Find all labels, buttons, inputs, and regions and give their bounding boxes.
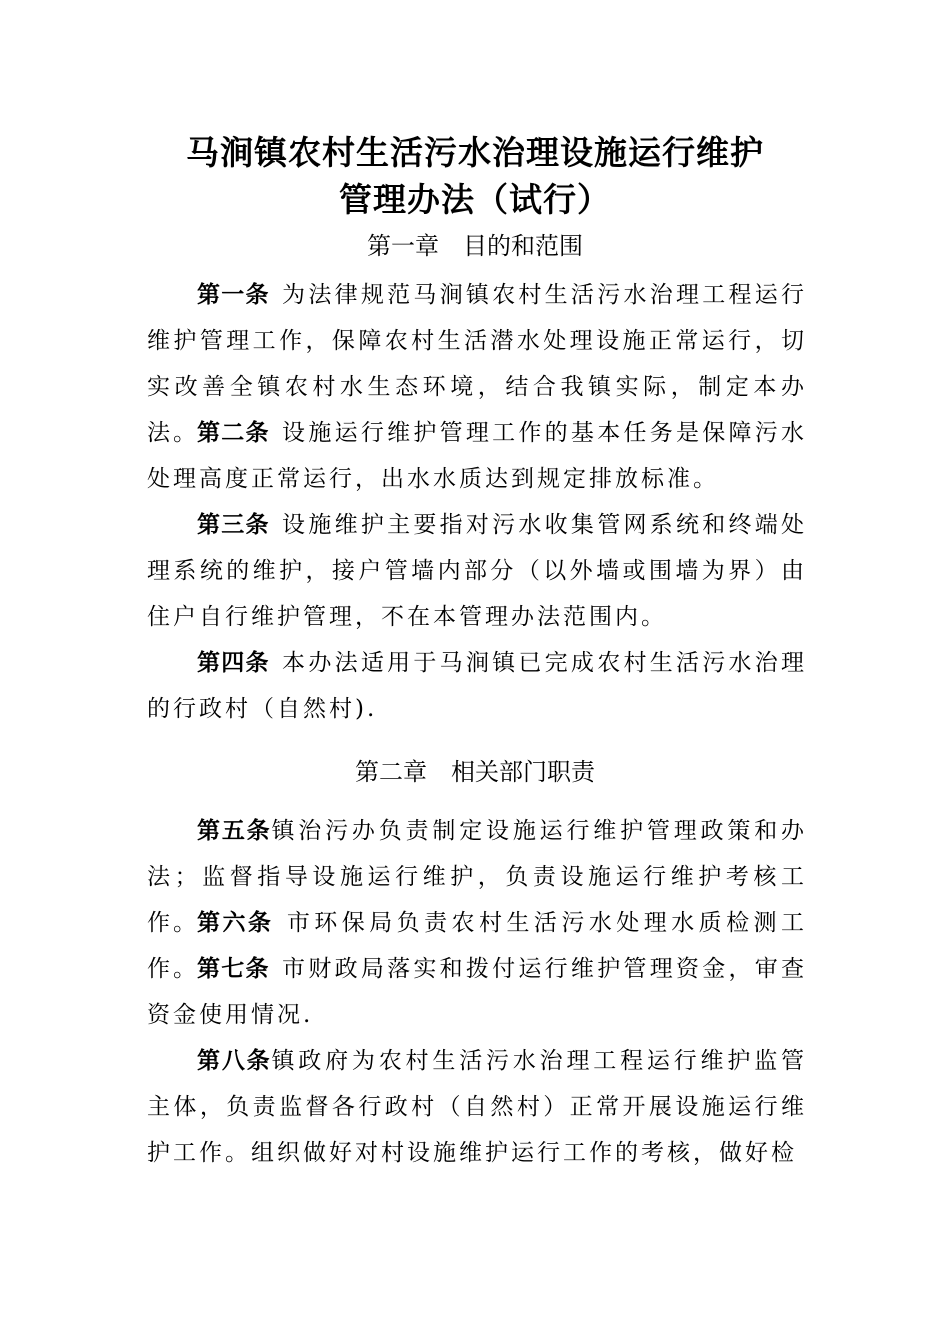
article-2: [147, 410, 807, 502]
article-text: 镇治污办负责制定设施运行维护管理政策和办法；监督指导设施运行维护，负责设施运行维护考核工作。: [147, 818, 808, 936]
document-title-line1: 马涧镇农村生活污水治理设施运行维护: [186, 133, 764, 172]
article-label: 第二条: [197, 420, 270, 446]
article-label: 第四条: [197, 650, 270, 676]
article-text: 镇政府为农村生活污水治理工程运行维护监管主体，负责监督各行政村（自然村）正常开展设施运行维护工作。组织做好对村设施维护运行工作的考核，做好检: [147, 1048, 808, 1166]
article-text: 市财政局落实和拨付运行维护管理资金，审查资金使用情况.: [147, 956, 808, 1028]
article-text: 设施维护主要指对污水收集管网系统和终端处理系统的维护，接户管墙内部分（以外墙或围墙为界）由住户自行维护管理，不在本管理办法范围内。: [147, 512, 808, 630]
article-text: 设施运行维护管理工作的基本任务是保障污水处理高度正常运行，出水水质达到规定排放标准。: [147, 420, 808, 492]
article-8: [147, 1038, 807, 1176]
article-7: [147, 946, 807, 1038]
chapter-heading-2: 第二章 相关部门职责: [355, 758, 595, 786]
article-label: 第六条: [197, 910, 274, 936]
article-label: 第三条: [197, 512, 270, 538]
article-text: 本办法适用于马涧镇已完成农村生活污水治理的行政村（自然村).: [147, 650, 808, 722]
article-label: 第五条: [197, 818, 272, 844]
article-label: 第一条: [197, 282, 270, 308]
article-label: 第八条: [197, 1048, 272, 1074]
article-3: [147, 502, 807, 640]
chapter-heading-1: 第一章 目的和范围: [367, 232, 583, 260]
document-title-line2: 管理办法（试行）: [339, 180, 611, 219]
article-4: [147, 640, 807, 732]
article-text: 市环保局负责农村生活污水处理水质检测工作。: [147, 910, 808, 982]
article-label: 第七条: [197, 956, 270, 982]
article-text: 为法律规范马涧镇农村生活污水治理工程运行维护管理工作，保障农村生活潜水处理设施正常运行，切实改善全镇农村水生态环境，结合我镇实际，制定本办法。: [147, 282, 808, 446]
